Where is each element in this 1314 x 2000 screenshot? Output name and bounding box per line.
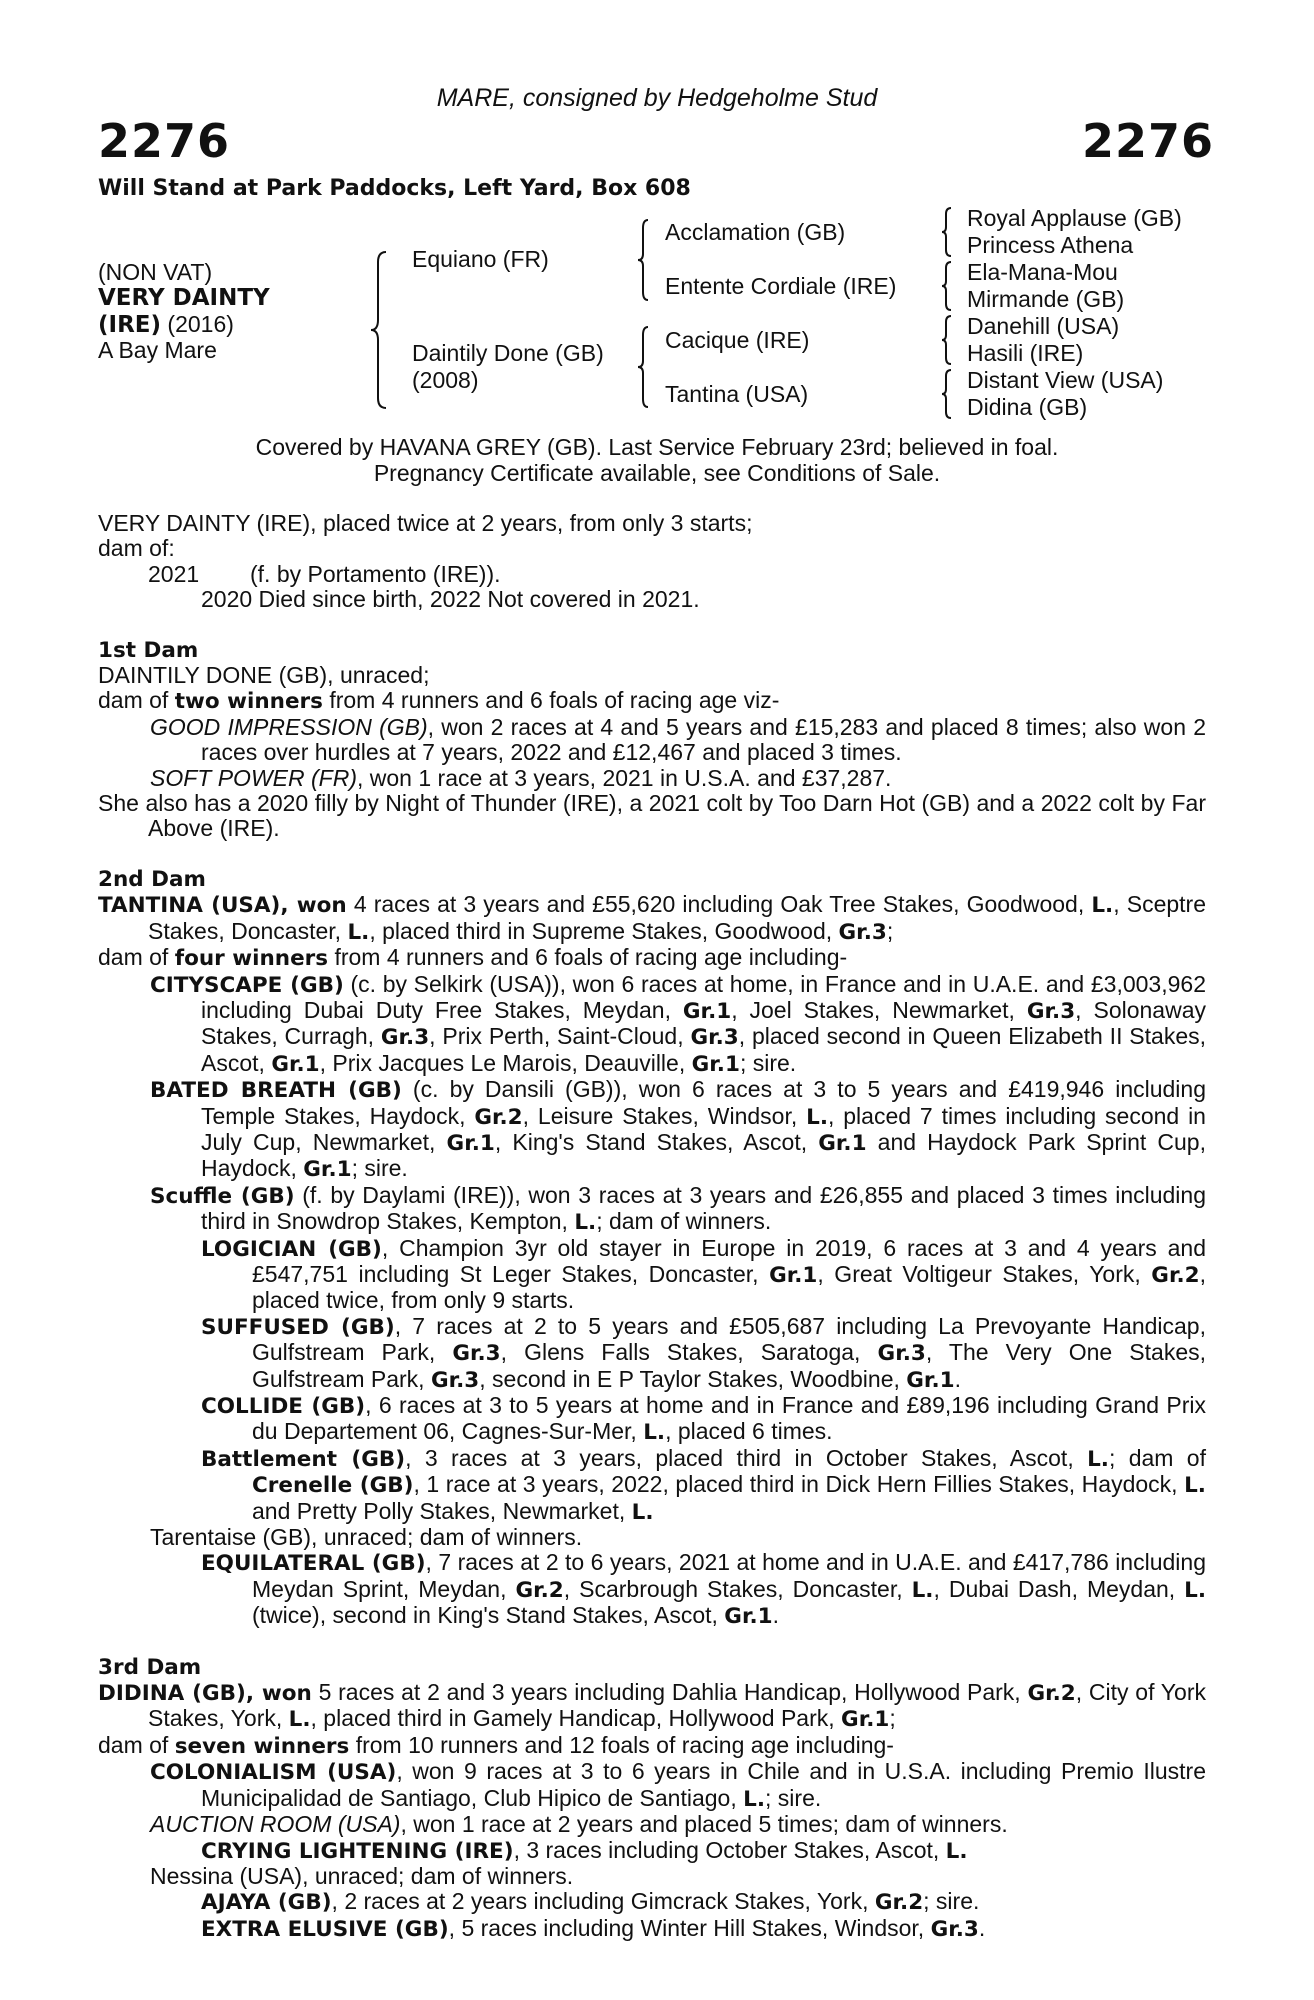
pedigree-sire-sire: Acclamation (GB): [665, 219, 846, 245]
pedigree-g2: Princess Athena: [967, 232, 1134, 258]
consignor-line: MARE, consigned by Hedgeholme Stud: [436, 84, 878, 112]
text-run: , 7 races at 2 to 6 years, 2021 at home and in U.A.E. and £417,786 including Meydan Sprint, Meydan,: [252, 1549, 1206, 1602]
text-run: EQUILATERAL (GB): [201, 1551, 426, 1577]
progeny-logician: [98, 1236, 1206, 1314]
horse-country-year: [98, 311, 234, 338]
text-run: Gr.1: [446, 1130, 495, 1156]
text-run: ;: [889, 1705, 896, 1732]
text-run: Gr.3: [1026, 998, 1076, 1024]
text-run: SUFFUSED (GB): [201, 1314, 395, 1340]
g-brace-2: [940, 260, 954, 312]
g-brace-4: [940, 368, 954, 420]
first-dam-entry-1: [98, 715, 1206, 766]
text-run: , Dubai Dash, Meydan,: [933, 1575, 1185, 1602]
sire-brace: [636, 218, 652, 302]
text-run: , Champion 3yr old stayer in Europe in 2019, 6 races at 3 and 4 years and £547,751 including St Leger Stakes, Doncaster,: [252, 1234, 1206, 1287]
text-run: LOGICIAN (GB): [201, 1236, 382, 1262]
text-run: Gr.1: [724, 1604, 773, 1630]
text-run: (f. by Daylami (IRE)), won 3 races at 3 years and £26,855 and placed 3 times including third in Snowdrop Stakes, Kempton,: [201, 1181, 1206, 1235]
text-run: L.: [945, 1838, 968, 1864]
text-run: dam of: [98, 1731, 175, 1758]
text-run: from 4 runners and 6 foals of racing age viz-: [322, 687, 780, 714]
produce-year: 2021: [148, 560, 200, 587]
text-run: L.: [806, 1104, 828, 1130]
text-run: and Pretty Polly Stakes, Newmarket,: [252, 1497, 632, 1524]
text-run: L.: [574, 1210, 597, 1236]
covered-line-1: Covered by HAVANA GREY (GB). Last Service February 23rd; believed in foal.: [255, 434, 1059, 460]
text-run: AUCTION ROOM (USA): [150, 1811, 401, 1838]
text-run: , 7 races at 2 to 5 years and £505,687 including La Prevoyante Handicap, Gulfstream Park,: [252, 1312, 1206, 1366]
text-run: L.: [347, 919, 370, 945]
text-run: Gr.3: [430, 1367, 480, 1393]
text-run: L.: [1087, 1446, 1109, 1472]
text-run: , 5 races including Winter Hill Stakes, Windsor,: [448, 1914, 931, 1941]
text-run: Gr.2: [1027, 1681, 1076, 1707]
text-run: L.: [1184, 1577, 1207, 1603]
text-run: L.: [631, 1499, 654, 1525]
g-brace-1: [940, 206, 954, 258]
produce-text: (f. by Portamento (IRE)).: [250, 560, 501, 587]
stand-location: Will Stand at Park Paddocks, Left Yard, Box 608: [98, 176, 691, 201]
third-dam-record: [98, 1680, 1206, 1733]
progeny-bated-breath: [98, 1077, 1206, 1183]
text-run: , Joel Stakes, Newmarket,: [731, 996, 1027, 1023]
text-run: , The Very One Stakes, Gulfstream Park,: [252, 1339, 1206, 1392]
text-run: (c. by Dansili (GB)), won 6 races at 3 to 5 years and £419,946 including Temple Stakes, Haydock,: [201, 1076, 1206, 1129]
text-run: COLLIDE (GB): [201, 1394, 366, 1419]
text-run: Gr.1: [691, 1051, 740, 1077]
text-run: , won 1 race at 2 years and placed 5 times; dam of winners.: [400, 1811, 1008, 1838]
text-run: TANTINA (USA), won: [98, 893, 347, 919]
pedigree-g5: Danehill (USA): [967, 313, 1120, 339]
text-run: , Scarbrough Stakes, Doncaster,: [563, 1575, 912, 1602]
progeny-collide: [98, 1393, 1206, 1446]
text-run: , won 1 race at 3 years, 2021 in U.S.A. and £37,287.: [356, 764, 892, 791]
first-dam-also: She also has a 2020 filly by Night of Thunder (IRE), a 2021 colt by Too Darn Hot (GB) and a 2022 colt by Far Above (IRE).: [98, 790, 1206, 842]
lot-number-right: 2276: [1082, 114, 1215, 168]
text-run: .: [954, 1365, 961, 1392]
produce-record: [98, 562, 1206, 587]
text-run: Gr.3: [838, 919, 887, 945]
text-run: seven winners: [174, 1733, 350, 1759]
text-run: (c. by Selkirk (USA)), won 6 races at home, in France and in U.A.E. and £3,003,962 including Dubai Duty Free Stakes, Meydan,: [201, 970, 1206, 1023]
intro-line-2: dam of:: [98, 535, 175, 562]
covered-line-2: Pregnancy Certificate available, see Conditions of Sale.: [373, 460, 941, 486]
text-run: L.: [1184, 1473, 1206, 1499]
first-dam-entry-2: [98, 766, 1206, 791]
g-brace-3: [940, 314, 954, 366]
text-run: EXTRA ELUSIVE (GB): [201, 1916, 449, 1942]
text-run: , Glens Falls Stakes, Saratoga,: [500, 1339, 878, 1366]
text-run: Battlement (GB): [201, 1446, 406, 1472]
lot-number-left: 2276: [98, 114, 231, 168]
text-run: ; sire.: [923, 1888, 980, 1915]
progeny-scuffle: [98, 1183, 1206, 1236]
pedigree-g6: Hasili (IRE): [967, 340, 1084, 366]
text-run: , Leisure Stakes, Windsor,: [522, 1102, 807, 1129]
text-run: , Sceptre Stakes, Doncaster,: [148, 891, 1206, 944]
text-run: ; sire.: [351, 1155, 408, 1182]
text-run: from 10 runners and 12 foals of racing age including-: [349, 1731, 894, 1758]
text-run: ; dam of: [1108, 1444, 1206, 1471]
sire-dam-brace: [368, 250, 392, 410]
text-run: ; dam of winners.: [596, 1208, 772, 1235]
pedigree-sire-dam: Entente Cordiale (IRE): [665, 273, 897, 299]
progeny-ajaya: [98, 1889, 1206, 1915]
text-run: Gr.3: [930, 1916, 979, 1942]
text-run: ; sire.: [765, 1784, 822, 1811]
text-run: Gr.1: [906, 1367, 955, 1393]
horse-year: (2016): [161, 311, 234, 337]
progeny-crying-lightening: [98, 1838, 1206, 1864]
text-run: Gr.1: [271, 1051, 320, 1077]
text-run: CRYING LIGHTENING (IRE): [201, 1838, 514, 1864]
text-run: , 3 races including October Stakes, Ascot,: [513, 1836, 946, 1863]
progeny-auction-room: [98, 1812, 1206, 1837]
text-run: Gr.3: [877, 1341, 926, 1367]
text-run: Gr.2: [515, 1577, 564, 1603]
pedigree-dam: Daintily Done (GB): [412, 340, 604, 366]
text-run: Scuffle (GB): [150, 1183, 295, 1209]
text-run: L.: [288, 1707, 311, 1733]
text-run: 4 races at 3 years and £55,620 including Oak Tree Stakes, Goodwood,: [346, 891, 1092, 918]
text-run: (twice), second in King's Stand Stakes, Ascot,: [252, 1602, 725, 1629]
text-run: L.: [743, 1786, 766, 1812]
first-dam-name: DAINTILY DONE (GB), unraced;: [98, 662, 430, 689]
first-dam-summary: [98, 688, 1206, 714]
text-run: , placed 7 times including second in July Cup, Newmarket,: [201, 1102, 1206, 1155]
text-run: and Haydock Park Sprint Cup, Haydock,: [201, 1128, 1206, 1182]
text-run: GOOD IMPRESSION (GB): [150, 713, 428, 740]
text-run: , 1 race at 3 years, 2022, placed third in Dick Hern Fillies Stakes, Haydock,: [413, 1471, 1185, 1498]
catalogue-body: [98, 511, 1206, 1942]
pedigree-sire: Equiano (FR): [412, 246, 549, 272]
text-run: , placed 6 times.: [665, 1418, 833, 1445]
text-run: CITYSCAPE (GB): [150, 972, 344, 998]
text-run: Gr.2: [1151, 1262, 1200, 1288]
text-run: , placed third in Supreme Stakes, Goodwood,: [369, 917, 839, 944]
progeny-suffused: [98, 1314, 1206, 1393]
text-run: , Solonaway Stakes, Curragh,: [201, 996, 1206, 1050]
dam-brace: [636, 325, 652, 409]
second-dam-summary: [98, 945, 1206, 971]
text-run: ; sire.: [739, 1049, 797, 1076]
text-run: AJAYA (GB): [201, 1890, 332, 1916]
text-run: L.: [643, 1420, 666, 1446]
progeny-nessina: Nessina (USA), unraced; dam of winners.: [150, 1862, 574, 1889]
text-run: SOFT POWER (FR): [150, 764, 357, 791]
text-run: COLONIALISM (USA): [150, 1760, 397, 1786]
second-dam-record: [98, 892, 1206, 945]
text-run: L.: [1091, 893, 1114, 919]
text-run: , won 9 races at 3 to 6 years in Chile and in U.S.A. including Premio Ilustre Municipalidad de Santiago, Club Hipico de Santiago,: [201, 1758, 1206, 1811]
progeny-extra-elusive: EXTRA ELUSIVE (GB), 5 races including Winter Hill Stakes, Windsor, Gr.3.: [201, 1914, 986, 1942]
text-run: Crenelle (GB): [252, 1473, 414, 1499]
text-run: dam of: [98, 687, 175, 714]
produce-note: 2020 Died since birth, 2022 Not covered in 2021.: [201, 586, 700, 613]
text-run: , Prix Jacques Le Marois, Deauville,: [319, 1049, 692, 1076]
text-run: , won 2 races at 4 and 5 years and £15,283 and placed 8 times; also won 2 races over hurdles at 7 years, 2022 and £12,467 and placed 3 times.: [201, 713, 1206, 766]
pedigree-dam-year: (2008): [412, 367, 479, 393]
text-run: , City of York Stakes, York,: [148, 1679, 1206, 1732]
text-run: two winners: [174, 689, 323, 715]
text-run: DIDINA (GB), won: [98, 1681, 312, 1707]
text-run: Gr.3: [380, 1025, 430, 1051]
text-run: , placed second in Queen Elizabeth II Stakes, Ascot,: [201, 1023, 1207, 1076]
text-run: , Prix Perth, Saint-Cloud,: [429, 1023, 691, 1050]
text-run: Gr.1: [841, 1707, 890, 1733]
text-run: L.: [911, 1577, 934, 1603]
text-run: from 4 runners and 6 foals of racing age including-: [328, 944, 848, 971]
text-run: , 6 races at 3 to 5 years at home and in France and £89,196 including Grand Prix du Departement 06, Cagnes-Sur-Mer,: [252, 1392, 1206, 1445]
text-run: , King's Stand Stakes, Ascot,: [494, 1128, 819, 1155]
text-run: , placed third in Gamely Handicap, Hollywood Park,: [310, 1705, 842, 1732]
text-run: four winners: [174, 946, 329, 972]
text-run: , Great Voltigeur Stakes, York,: [817, 1260, 1152, 1287]
text-run: Gr.3: [452, 1341, 501, 1367]
pedigree-dam-sire: Cacique (IRE): [665, 327, 810, 353]
text-run: , second in E P Taylor Stakes, Woodbine,: [479, 1365, 907, 1392]
text-run: , 3 races at 3 years, placed third in October Stakes, Ascot,: [405, 1444, 1088, 1471]
progeny-tarentaise: Tarentaise (GB), unraced; dam of winners.: [150, 1524, 583, 1551]
progeny-battlement: [98, 1446, 1206, 1525]
progeny-colonialism: [98, 1759, 1206, 1812]
first-dam-heading: 1st Dam: [98, 637, 199, 663]
text-run: 5 races at 2 and 3 years including Dahlia Handicap, Hollywood Park,: [311, 1679, 1028, 1706]
text-run: , placed twice, from only 9 starts.: [252, 1260, 1206, 1314]
text-run: Gr.3: [690, 1025, 739, 1051]
horse-name: VERY DAINTY: [98, 285, 270, 311]
second-dam-heading: 2nd Dam: [98, 866, 206, 892]
text-run: BATED BREATH (GB): [150, 1078, 402, 1104]
text-run: dam of: [98, 944, 175, 971]
text-run: Gr.1: [818, 1130, 867, 1156]
pedigree-g3: Ela-Mana-Mou: [967, 259, 1118, 285]
text-run: Gr.2: [474, 1104, 523, 1130]
progeny-equilateral: [98, 1550, 1206, 1629]
pedigree-g7: Distant View (USA): [967, 367, 1164, 393]
pedigree-g8: Didina (GB): [967, 394, 1088, 420]
horse-country: (IRE): [98, 312, 162, 338]
pedigree-dam-dam: Tantina (USA): [665, 381, 809, 407]
vat-status: (NON VAT): [98, 259, 213, 285]
third-dam-heading: 3rd Dam: [98, 1654, 202, 1680]
progeny-cityscape: [98, 972, 1206, 1078]
third-dam-summary: [98, 1733, 1206, 1759]
text-run: ;: [886, 917, 894, 944]
pedigree-g4: Mirmande (GB): [967, 286, 1125, 312]
text-run: Gr.2: [874, 1890, 924, 1916]
text-run: , 2 races at 2 years including Gimcrack Stakes, York,: [331, 1888, 875, 1915]
text-run: Gr.1: [303, 1157, 352, 1183]
covered-notice: [0, 434, 1314, 486]
text-run: .: [772, 1602, 779, 1629]
horse-description: A Bay Mare: [98, 337, 217, 363]
intro-line-1: VERY DAINTY (IRE), placed twice at 2 years, from only 3 starts;: [98, 510, 753, 536]
pedigree-g1: Royal Applause (GB): [967, 205, 1182, 231]
text-run: Gr.1: [682, 998, 732, 1024]
text-run: Gr.1: [769, 1262, 818, 1288]
